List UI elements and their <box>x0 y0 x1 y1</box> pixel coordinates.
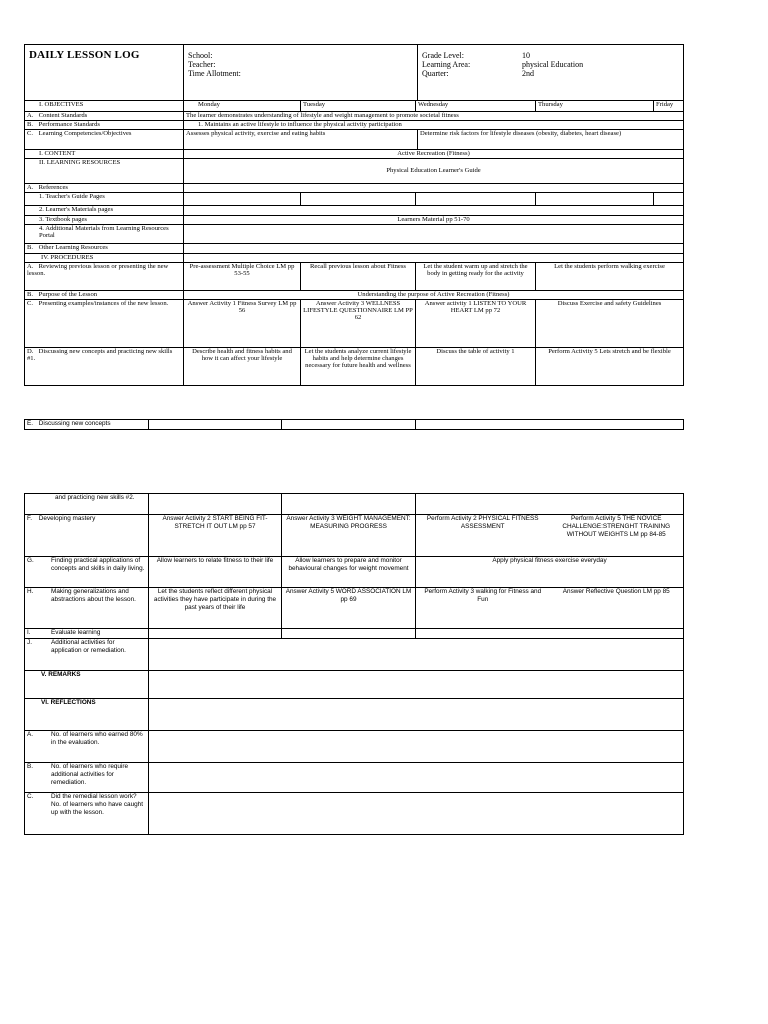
remarks-row <box>25 671 684 699</box>
procedure-c-wednesday: Answer activity 1 LISTEN TO YOUR HEART LM pp 72 <box>416 300 536 348</box>
page-title: DAILY LESSON LOG <box>29 49 140 61</box>
performance-standards-label: Performance Standards <box>38 121 100 128</box>
procedure-c-monday: Answer Activity 1 Fitness Survey LM pp 56 <box>184 300 301 348</box>
textbook-label: 3. Textbook pages <box>25 216 184 225</box>
row-mark: A. <box>27 263 34 270</box>
performance-standards-row <box>25 121 684 130</box>
procedure-b-label: Purpose of the Lesson <box>38 291 98 298</box>
procedure-a-friday: Let the students perform walking exercise <box>536 263 684 291</box>
day-thursday: Thursday <box>536 101 654 112</box>
procedure-a-label: Reviewing previous lesson or presenting the new lesson. <box>27 263 169 278</box>
procedures-heading-row <box>25 254 684 263</box>
performance-standards-value: 1. Maintains an active lifestyle to influence the physical activity participation <box>184 121 684 130</box>
learner-materials-row <box>25 206 684 216</box>
day-wednesday: Wednesday <box>416 101 536 112</box>
procedure-h-friday: Answer Reflective Question LM pp 85 <box>550 588 684 629</box>
procedure-j-label: Additional activities for application or remediation. <box>51 639 126 654</box>
header-row <box>25 45 684 101</box>
teacher-guide-row <box>25 193 684 206</box>
procedure-i-row <box>25 629 684 639</box>
procedure-g-monday: Allow learners to relate fitness to their life <box>149 557 282 588</box>
other-resources-label: Other Learning Resources <box>38 244 108 251</box>
learning-area-label: Learning Area: <box>422 60 471 69</box>
content-standards-label: Content Standards <box>38 112 88 119</box>
procedure-e-label: Discussing new concepts <box>38 420 111 427</box>
procedure-e-label-cont: and practicing new skills #2. <box>25 494 149 515</box>
learning-resources-row <box>25 159 684 184</box>
teacher-guide-label: 1. Teacher's Guide Pages <box>25 193 184 206</box>
procedure-f-row <box>25 515 684 557</box>
row-mark: B. <box>27 244 34 251</box>
procedure-i-label: Evaluate learning <box>51 629 101 636</box>
textbook-value: Learners Material pp 51-70 <box>184 216 684 225</box>
row-mark: C. <box>27 300 34 307</box>
row-mark: J. <box>27 639 32 646</box>
reflection-a-row <box>25 731 684 763</box>
procedure-f-wednesday: Perform Activity 2 PHYSICAL FITNESS ASSESSMENT <box>416 515 550 557</box>
procedure-d-wednesday: Discuss the table of activity 1 <box>416 348 536 386</box>
lesson-log-table-part2 <box>24 493 684 835</box>
references-label: References <box>38 184 68 191</box>
days-row <box>25 101 684 112</box>
reflection-a-label: No. of learners who earned 80% in the evaluation. <box>51 731 143 746</box>
grade-level-label: Grade Level: <box>422 51 464 60</box>
procedure-g-wednesday: Apply physical fitness exercise everyday <box>416 557 684 588</box>
row-mark: F. <box>27 515 32 522</box>
quarter-label: Quarter: <box>422 69 449 78</box>
row-mark: I. <box>27 629 31 636</box>
procedure-a-wednesday: Let the student warm up and stretch the body in getting ready for the activity <box>416 263 536 291</box>
procedure-e-cont-row <box>25 494 684 515</box>
procedure-c-label: Presenting examples/instances of the new lesson. <box>38 300 169 307</box>
competencies-label: Learning Competencies/Objectives <box>38 130 132 137</box>
procedure-a-monday: Pre-assessment Multiple Choice LM pp 53-55 <box>184 263 301 291</box>
teacher-label: Teacher: <box>188 60 216 69</box>
row-mark: A. <box>27 184 34 191</box>
procedure-j-row <box>25 639 684 671</box>
learning-resources-value: Physical Education Learner's Guide <box>184 159 684 184</box>
school-label: School: <box>188 51 213 60</box>
day-monday: Monday <box>184 101 301 112</box>
remarks-heading: V. REMARKS <box>25 671 149 699</box>
competencies-value-1: Assesses physical activity, exercise and eating habits <box>184 130 418 150</box>
reflection-c-row <box>25 793 684 835</box>
row-mark: C. <box>27 130 34 137</box>
row-mark: B. <box>27 763 34 770</box>
content-heading: I. CONTENT <box>25 150 184 159</box>
other-resources-row <box>25 244 684 254</box>
procedure-f-monday: Answer Activity 2 START BEING FIT-STRETCH IT OUT LM pp 57 <box>149 515 282 557</box>
procedure-d-monday: Describe health and fitness habits and how it can affect your lifestyle <box>184 348 301 386</box>
procedure-c-friday: Discuss Exercise and safety Guidelines <box>536 300 684 348</box>
procedure-h-label: Making generalizations and abstractions about the lesson. <box>51 588 136 603</box>
row-mark: A. <box>27 731 34 738</box>
procedure-g-tuesday: Allow learners to prepare and monitor behavioural changes for weight movement <box>282 557 416 588</box>
row-mark: A. <box>27 112 34 119</box>
procedure-f-label: Developing mastery <box>38 515 96 522</box>
content-standards-row <box>25 112 684 121</box>
learning-resources-heading: II. LEARNING RESOURCES <box>25 159 184 184</box>
row-mark: G. <box>27 557 34 564</box>
learning-area-value: physical Education <box>522 60 584 69</box>
procedure-h-row <box>25 588 684 629</box>
additional-materials-row <box>25 225 684 244</box>
procedure-g-label: Finding practical applications of concepts and skills in daily living. <box>51 557 145 572</box>
references-row <box>25 184 684 193</box>
row-mark: B. <box>27 121 34 128</box>
learner-materials-label: 2. Learner's Materials pages <box>25 206 184 216</box>
procedure-d-label: Discussing new concepts and practicing new skills #1. <box>27 348 173 363</box>
row-mark: C. <box>27 793 34 800</box>
procedure-b-row <box>25 291 684 300</box>
procedure-f-tuesday: Answer Activity 3 WEIGHT MANAGEMENT: MEASURING PROGRESS <box>282 515 416 557</box>
procedure-a-tuesday: Recall previous lesson about Fitness <box>301 263 416 291</box>
lesson-log-table-part1 <box>24 44 684 386</box>
procedure-d-friday: Perform Activity 5 Lets stretch and be flexible <box>536 348 684 386</box>
objectives-heading: I. OBJECTIVES <box>25 101 184 112</box>
procedure-e-strip <box>24 419 684 430</box>
row-mark: E. <box>27 420 34 427</box>
row-mark: B. <box>27 291 34 298</box>
content-row <box>25 150 684 159</box>
reflection-b-label: No. of learners who require additional activities for remediation. <box>51 763 129 786</box>
procedure-h-wednesday: Perform Activity 3 walking for Fitness and Fun <box>416 588 550 629</box>
procedure-g-row <box>25 557 684 588</box>
row-mark: H. <box>27 588 34 595</box>
textbook-row <box>25 216 684 225</box>
reflection-c-label: Did the remedial lesson work? No. of learners who have caught up with the lesson. <box>51 793 144 816</box>
procedure-a-row <box>25 263 684 291</box>
content-value: Active Recreation (Fitness) <box>184 150 684 159</box>
time-allotment-label: Time Allotment: <box>188 69 241 78</box>
procedure-d-row <box>25 348 684 386</box>
procedure-f-friday: Perform Activity 5 THE NOVICE CHALLENGE:STRENGHT TRAINING WITHOUT WEIGHTS LM pp 84-85 <box>550 515 684 557</box>
procedure-h-monday: Let the students reflect different physical activities they have participate in during the past years of their life <box>149 588 282 629</box>
reflections-heading: VI. REFLECTIONS <box>25 699 149 731</box>
competencies-value-2: Determine risk factors for lifestyle diseases (obesity, diabetes, heart disease) <box>418 130 684 150</box>
procedure-c-row <box>25 300 684 348</box>
procedure-b-value: Understanding the purpose of Active Recreation (Fitness) <box>184 291 684 300</box>
reflections-row <box>25 699 684 731</box>
additional-materials-label: 4. Additional Materials from Learning Resources Portal <box>25 225 184 244</box>
day-friday: Friday <box>654 101 684 112</box>
grade-level-value: 10 <box>522 51 530 60</box>
procedure-d-tuesday: Let the students analyze current lifestyle habits and help determine changes necessary for future health and wellness <box>301 348 416 386</box>
competencies-row <box>25 130 684 150</box>
reflection-b-row <box>25 763 684 793</box>
procedure-h-tuesday: Answer Activity 5 WORD ASSOCIATION LM pp 69 <box>282 588 416 629</box>
procedure-c-tuesday: Answer Activity 3 WELLNESS LIFESTYLE QUESTIONNAIRE LM PP 62 <box>301 300 416 348</box>
content-standards-value: The learner demonstrates understanding of lifestyle and weight management to promote societal fitness <box>184 112 684 121</box>
row-mark: D. <box>27 348 34 355</box>
day-tuesday: Tuesday <box>301 101 416 112</box>
quarter-value: 2nd <box>522 69 534 78</box>
procedures-heading: IV. PROCEDURES <box>25 254 184 263</box>
